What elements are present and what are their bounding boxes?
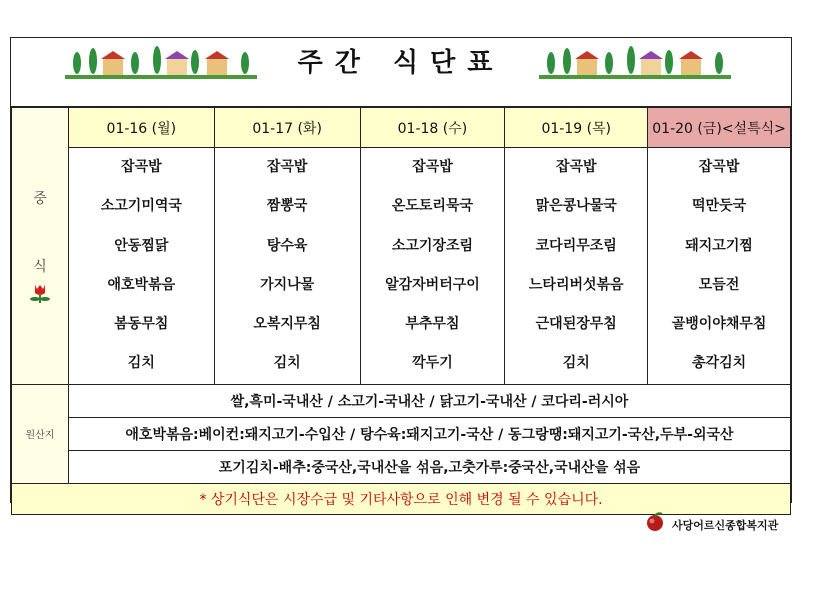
date-cell-wed: 01-18 (수): [360, 108, 505, 148]
meal-side-label: [12, 108, 69, 385]
date-cell-fri-special: 01-20 (금)<설특식>: [648, 108, 791, 148]
meal-column-tue: [214, 148, 360, 385]
meal-item: 돼지고기찜: [685, 237, 753, 254]
meal-item: 코다리무조림: [535, 237, 617, 254]
village-illustration-right: [539, 45, 731, 79]
origin-label: 원산지: [12, 384, 69, 483]
meal-item: 알감자버터구이: [385, 276, 480, 293]
meal-item: 잡곡밥: [555, 159, 597, 175]
meal-item: 골뱅이야채무침: [671, 316, 767, 333]
origin-row-3: [12, 450, 791, 483]
origin-text-2: 애호박볶음:베이컨:돼지고기-수입산 / 탕수육:돼지고기-국산 / 동그랑땡:돼지고기-국산,두부-외국산: [68, 417, 790, 450]
menu-sheet: [10, 37, 792, 508]
meal-item: 느타리버섯볶음: [528, 276, 624, 293]
organization-name: 사당어르신종합복지관: [672, 519, 779, 532]
date-cell-thu: 01-19 (목): [505, 108, 648, 148]
notice-text: * 상기식단은 시장수급 및 기타사항으로 인해 변경 될 수 있습니다.: [12, 483, 791, 514]
tulip-icon: [29, 282, 51, 304]
meal-item: 온도토리묵국: [391, 198, 473, 215]
meal-column-wed: [360, 148, 505, 385]
meal-item: 잡곡밥: [412, 159, 453, 175]
meal-item: 깍두기: [412, 355, 453, 372]
meal-item: 근대된장무침: [535, 316, 617, 333]
meal-item: 애호박볶음: [107, 276, 176, 293]
date-cell-mon: 01-16 (월): [68, 108, 214, 148]
apple-logo-icon: [644, 512, 666, 532]
meal-column-mon: [68, 148, 214, 385]
meal-item: 탕수육: [266, 237, 308, 254]
meal-item: 부추무침: [405, 316, 460, 333]
meal-item: 김치: [562, 355, 590, 372]
page-title: 주간 식단표: [297, 48, 505, 78]
meal-item: 안동찜닭: [114, 237, 169, 254]
date-row: [12, 108, 791, 148]
origin-text-1: 쌀,흑미-국내산 / 소고기-국내산 / 닭고기-국내산 / 코다리-러시아: [68, 384, 790, 417]
notice-row: [12, 483, 791, 514]
meal-item: 잡곡밥: [698, 159, 740, 175]
meal-item: 모듬전: [698, 276, 740, 293]
date-cell-tue: 01-17 (화): [214, 108, 360, 148]
meal-column-fri: [648, 148, 791, 385]
meal-item: 잡곡밥: [121, 159, 162, 175]
meal-item: 오복지무침: [253, 316, 321, 333]
meal-item: 소고기미역국: [100, 198, 182, 215]
meal-column-thu: [505, 148, 648, 385]
meal-item: 떡만둣국: [692, 198, 747, 215]
origin-row-2: [12, 417, 791, 450]
meal-item: 맑은콩나물국: [535, 198, 617, 215]
meal-item: 소고기장조림: [391, 237, 473, 254]
meal-label-top: 중: [33, 190, 47, 207]
meal-label-bottom: 식: [33, 258, 47, 275]
meal-item: 잡곡밥: [266, 159, 308, 175]
meal-item: 가지나물: [260, 276, 315, 293]
meals-row: [12, 148, 791, 385]
title-row: [11, 38, 791, 107]
meal-item: 총각김치: [692, 355, 747, 372]
meal-item: 김치: [127, 355, 155, 372]
menu-table: [11, 107, 791, 515]
meal-item: 김치: [273, 355, 301, 372]
origin-row-1: [12, 384, 791, 417]
meal-item: 봄동무침: [114, 316, 169, 333]
origin-text-3: 포기김치-배추:중국산,국내산을 섞음,고춧가루:중국산,국내산을 섞음: [68, 450, 790, 483]
meal-item: 짬뽕국: [266, 198, 308, 215]
